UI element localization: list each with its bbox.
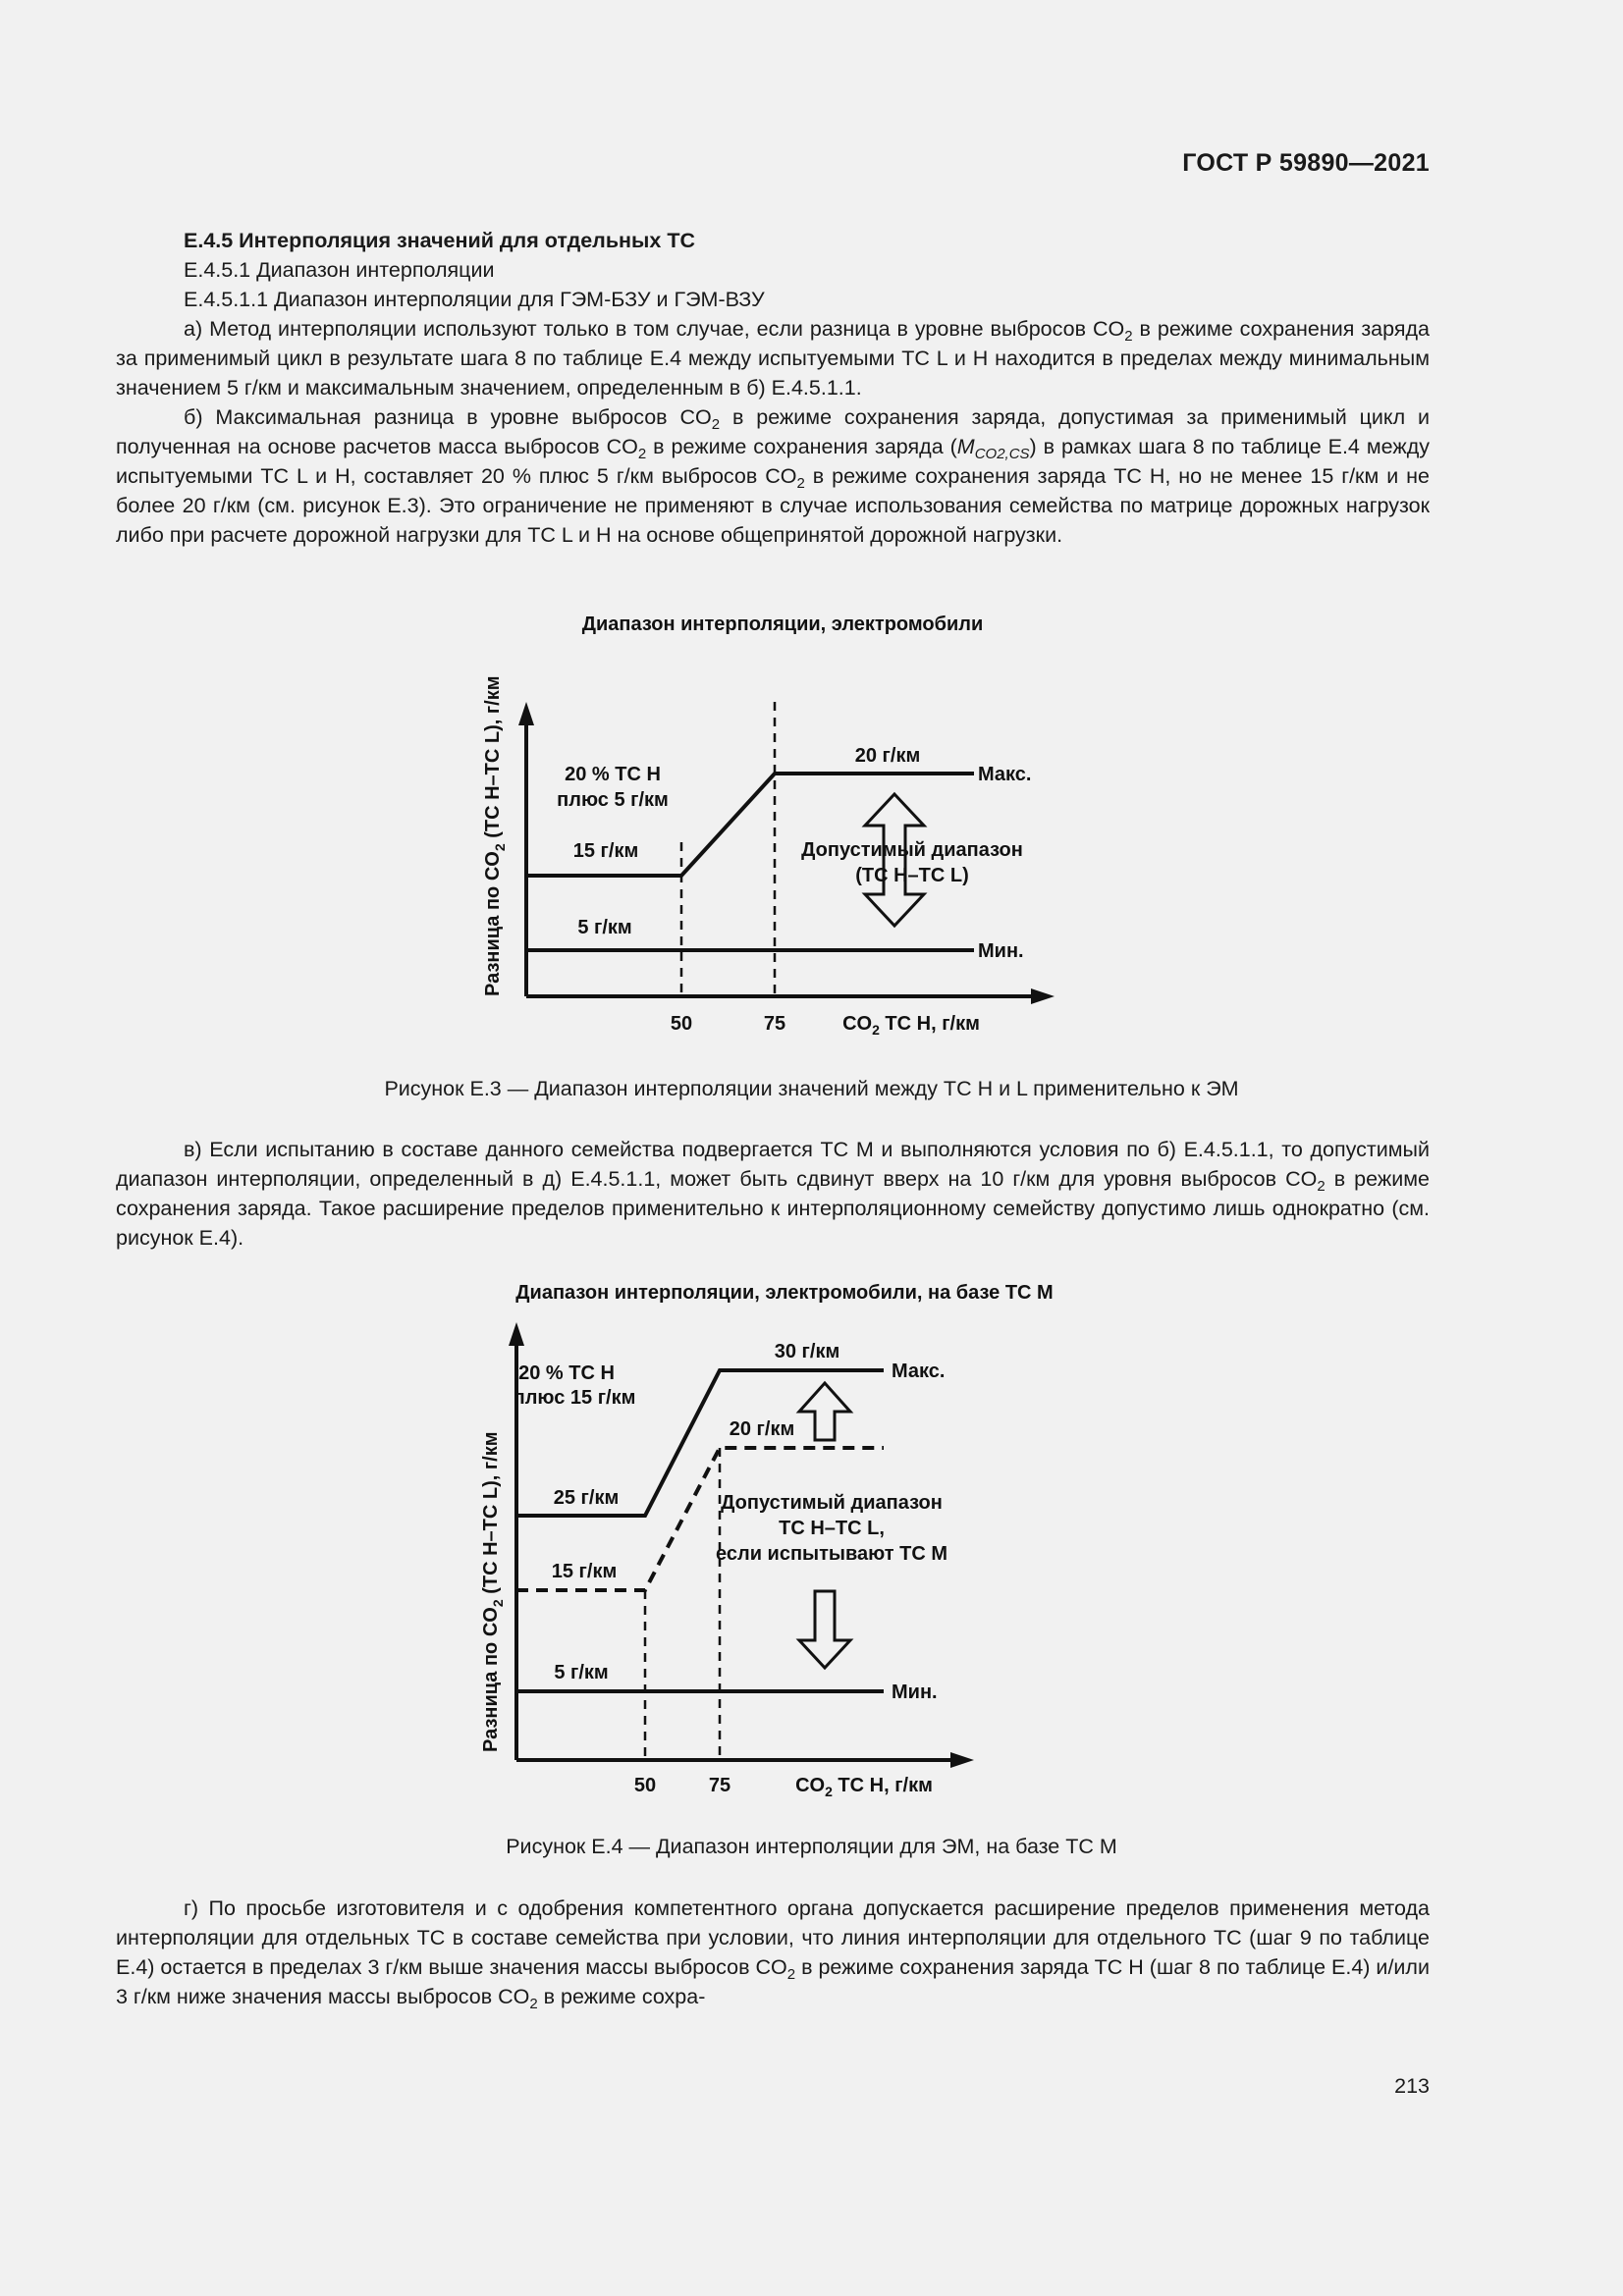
fig3-range-2: (ТС H–TC L) — [855, 865, 969, 886]
fig3-label-5: 5 г/км — [577, 917, 632, 938]
fig4-range-3: если испытывают ТС М — [716, 1543, 947, 1565]
paragraph-a: а) Метод интерполяции используют только в том случае, если разница в уровне выбросов $CO_2$ в режиме сохранения заряда за применимый цикл в результате шага 8 по таблице E.4 между испытуемыми ТС L и H находится в пределах между минимальным значением 5 г/км и максимальным значением, определенным в б) E.4.5.1.1. — [116, 317, 1430, 400]
fig3-range-1: Допустимый диапазон — [801, 839, 1023, 861]
fig4-label-5: 5 г/км — [554, 1662, 609, 1683]
fig3-title: Диапазон интерполяции, электромобили — [581, 614, 984, 635]
fig4-label-20: 20 г/км — [729, 1418, 795, 1440]
paragraph-b: б) Максимальная разница в уровне выбросов $CO_2$ в режиме сохранения заряда, допустимая за применимый цикл и полученная на основе расчетов масса выбросов $CO_2$ в режиме сохранения заряда $(M_{CO2,CS})$ в рамках шага 8 по таблице E.4 между испытуемыми ТС L и H, составляет 20 % плюс 5 г/км выбросов $CO_2$ в режиме сохранения заряда ТС H, но не менее 15 г/км и не более 20 г/км (см. рисунок E.3). Это ограничение не применяют в случае использования семейства по матрице дорожных нагрузок либо при расчете дорожной нагрузки для ТС L и H на основе общепринятой дорожной нагрузки. — [116, 405, 1431, 547]
fig3-label-20pct-2: плюс 5 г/км — [557, 789, 669, 811]
fig3-x-label: $CO_2$ ТС H, г/км — [842, 1013, 980, 1038]
fig4-x-tick-75: 75 — [708, 1775, 731, 1796]
fig4-title: Диапазон интерполяции, электромобили, на базе ТС М — [515, 1282, 1054, 1304]
paragraph-g: г) По просьбе изготовителя и с одобрения компетентного органа допускается расширение пределов применения метода интерполяции для отдельных ТС в составе семейства при условии, что линия интерполяции для отдельного ТС (шаг 9 по таблице E.4) остается в пределах 3 г/км выше значения массы выбросов $CO_2$ в режиме сохранения заряда ТС H (шаг 8 по таблице E.4) и/или 3 г/км ниже значения массы выбросов $CO_2$ в режиме сохра- — [116, 1896, 1430, 2012]
fig4-label-30: 30 г/км — [774, 1341, 840, 1362]
body-text-top — [116, 226, 1430, 550]
figure-e3-caption: Рисунок E.3 — Диапазон интерполяции значений между ТС H и L применительно к ЭМ — [384, 1077, 1239, 1100]
fig4-label-25: 25 г/км — [553, 1487, 620, 1509]
figure-e3 — [461, 604, 1090, 1045]
fig4-range-2: ТС H–TC L, — [779, 1518, 885, 1539]
fig3-x-arrow — [1031, 988, 1055, 1004]
subsection-2: E.4.5.1.1 Диапазон интерполяции для ГЭМ-БЗУ и ГЭМ-ВЗУ — [184, 288, 765, 311]
fig4-label-min: Мин. — [892, 1682, 938, 1703]
fig3-y-arrow — [518, 702, 534, 725]
fig3-x-tick-75: 75 — [763, 1013, 786, 1035]
fig3-label-15: 15 г/км — [572, 840, 639, 862]
figure-e4 — [461, 1271, 1090, 1811]
fig4-label-15: 15 г/км — [551, 1561, 618, 1582]
fig4-up-arrow — [799, 1383, 850, 1440]
fig4-label-20pct-2: плюс 15 г/км — [513, 1387, 636, 1409]
fig4-x-arrow — [950, 1752, 974, 1768]
body-text-middle — [116, 1135, 1430, 1253]
fig4-label-20pct-1: 20 % ТС H — [518, 1362, 615, 1384]
section-title: E.4.5 Интерполяция значений для отдельных ТС — [184, 229, 695, 252]
fig4-y-label: Разница по $CO_2$ (ТС H–TC L), г/км — [480, 1431, 506, 1752]
fig4-x-tick-50: 50 — [633, 1775, 657, 1796]
fig3-label-max: Макс. — [978, 764, 1032, 785]
fig4-range-1: Допустимый диапазон — [721, 1492, 943, 1514]
fig3-label-20pct-1: 20 % ТС H — [565, 764, 661, 785]
paragraph-v: в) Если испытанию в составе данного семейства подвергается ТС М и выполняются условия по б) E.4.5.1.1, то допустимый диапазон интерполяции, определенный в д) E.4.5.1.1, может быть сдвинут вверх на 10 г/км для уровня выбросов $CO_2$ в режиме сохранения заряда. Такое расширение пределов применительно к интерполяционному семейству допустимо лишь однократно (см. рисунок E.4). — [116, 1138, 1430, 1250]
body-text-bottom — [116, 1894, 1430, 2011]
fig3-label-min: Мин. — [978, 940, 1024, 962]
fig4-label-max: Макс. — [892, 1361, 946, 1382]
fig4-x-label: $CO_2$ ТС H, г/км — [795, 1775, 933, 1799]
page-number: 213 — [1394, 2074, 1430, 2098]
fig4-y-arrow — [509, 1322, 524, 1346]
fig4-down-arrow — [799, 1591, 850, 1668]
fig3-label-20: 20 г/км — [854, 745, 921, 767]
document-id: ГОСТ Р 59890—2021 — [1182, 149, 1430, 177]
figure-e4-caption: Рисунок E.4 — Диапазон интерполяции для ЭМ, на базе ТС М — [506, 1835, 1117, 1858]
subsection-1: E.4.5.1 Диапазон интерполяции — [184, 258, 495, 282]
fig3-x-tick-50: 50 — [670, 1013, 693, 1035]
fig3-y-label: Разница по $CO_2$ (ТС H–TC L), г/км — [482, 675, 508, 996]
